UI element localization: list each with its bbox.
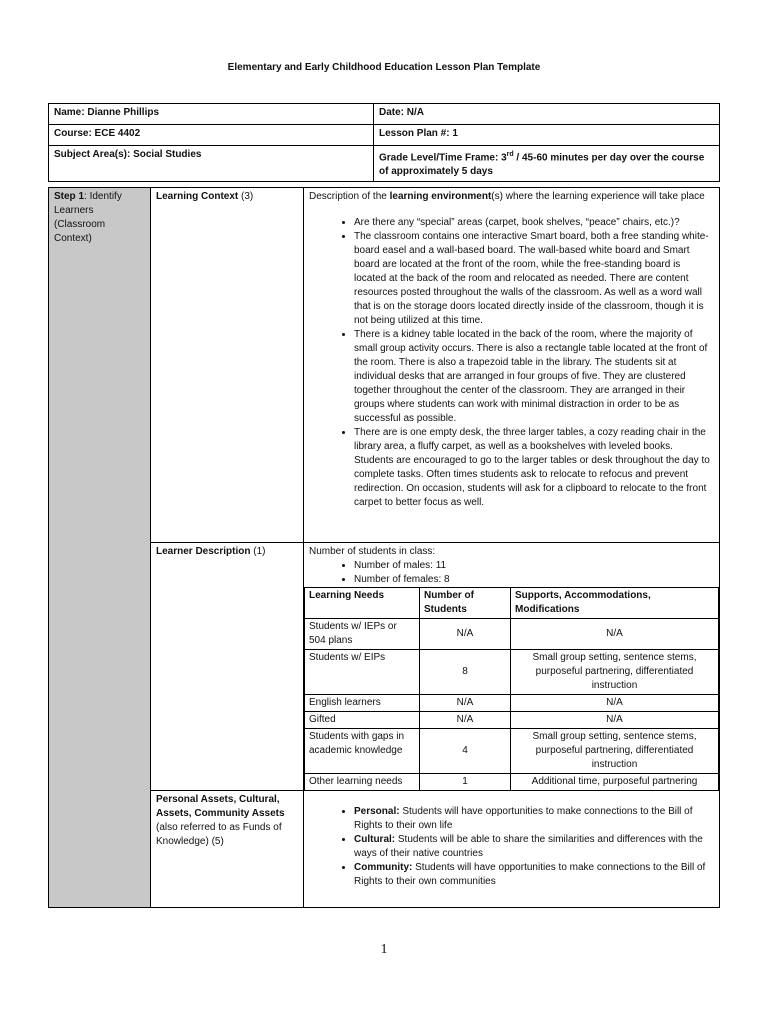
number-cell: 1	[420, 774, 511, 791]
asset-type-label: Community:	[354, 862, 413, 873]
lesson-info-table	[48, 103, 720, 182]
table-row	[305, 619, 719, 650]
support-cell: N/A	[511, 619, 719, 650]
step-one-table	[48, 187, 720, 908]
need-cell: Students w/ IEPs or 504 plans	[305, 619, 420, 650]
assets-content	[304, 791, 720, 908]
number-cell: 8	[420, 650, 511, 695]
learning-context-list	[309, 216, 714, 510]
assets-label-rest: (also referred to as Funds of Knowledge) (5)	[156, 822, 282, 847]
need-cell: Other learning needs	[305, 774, 420, 791]
table-row	[305, 729, 719, 774]
subject-cell: Subject Area(s): Social Studies	[49, 146, 374, 182]
list-item: • Are there any “special” areas (carpet, book shelves, “peace” chairs, etc.)?	[354, 216, 714, 230]
grade-suffix: / 45-60 minutes per day over the course of approximately 5 days	[379, 152, 705, 178]
number-cell: 4	[420, 729, 511, 774]
number-cell: N/A	[420, 695, 511, 712]
need-cell: English learners	[305, 695, 420, 712]
learning-context-content	[304, 188, 720, 543]
desc-pre: Description of the	[309, 191, 390, 202]
list-item: • There is a kidney table located in the back of the room, where the majority of small group activity occurs. There is also a rectangle table located at the front of the room. There is also a trapezoid table in the library. The students sit at individual desks that are arranged in four groups of five. They are clustered together throughout the center of the classroom. They are arranged in their groups where students can work with minimal distraction in order to be as successful as possible.	[354, 328, 714, 426]
support-cell: Additional time, purposeful partnering	[511, 774, 719, 791]
desc-bold: learning environment	[389, 191, 492, 202]
learner-description-label-bold: Learner Description	[156, 546, 251, 557]
assets-label-bold: Personal Assets, Cultural, Assets, Community Assets	[156, 794, 285, 819]
number-cell: N/A	[420, 712, 511, 729]
table-row	[305, 650, 719, 695]
lesson-plan-cell: Lesson Plan #: 1	[374, 125, 720, 146]
assets-label	[151, 791, 304, 908]
learning-context-label	[151, 188, 304, 543]
support-cell: Small group setting, sentence stems, purposeful partnering, differentiated instruction	[511, 650, 719, 695]
asset-type-label: Cultural:	[354, 834, 396, 845]
course-cell: Course: ECE 4402	[49, 125, 374, 146]
asset-text: Students will have opportunities to make connections to the Bill of Rights to their own life	[354, 806, 693, 831]
date-cell: Date: N/A	[374, 104, 720, 125]
page-number: 1	[380, 942, 388, 957]
step-label-rest: : Identify Learners (Classroom Context)	[54, 191, 122, 244]
grade-level-cell	[374, 146, 720, 182]
assets-list	[309, 805, 714, 889]
gender-count-list	[309, 559, 714, 587]
desc-post: (s) where the learning experience will take place	[491, 191, 705, 202]
learning-environment-description	[309, 190, 714, 204]
learner-description-label-rest: (1)	[250, 546, 266, 557]
asset-text: Students will have opportunities to make connections to the Bill of Rights to their own communities	[354, 862, 706, 887]
table-row	[305, 695, 719, 712]
learner-description-content	[304, 543, 720, 791]
support-cell: N/A	[511, 712, 719, 729]
number-cell: N/A	[420, 619, 511, 650]
table-row	[305, 774, 719, 791]
header-supports: Supports, Accommodations, Modifications	[511, 588, 719, 619]
learner-description-label	[151, 543, 304, 791]
header-learning-needs: Learning Needs	[305, 588, 420, 619]
document-title: Elementary and Early Childhood Education Lesson Plan Template	[227, 62, 541, 73]
learning-needs-table	[304, 587, 719, 790]
learning-context-label-rest: (3)	[238, 191, 254, 202]
list-item: • The classroom contains one interactive Smart board, both a free standing white-board easel and a wall-based board. The wall-based white board and Smart board are located at the front of the room, while the free-standing board is located at the back of the room and relocated as needed. There are content resources posted throughout the walls of the classroom. As well as a word wall that is on the storage doors located directly inside of the classroom, though it is not being utilized at this time.	[354, 230, 714, 328]
need-cell: Students with gaps in academic knowledge	[305, 729, 420, 774]
step-label-cell	[49, 188, 151, 908]
asset-type-label: Personal:	[354, 806, 400, 817]
support-cell: N/A	[511, 695, 719, 712]
list-item	[354, 805, 714, 833]
list-item: • Number of females: 8	[354, 573, 714, 587]
asset-text: Students will be able to share the similarities and differences with the ways of their native countries	[354, 834, 703, 859]
grade-prefix: Grade Level/Time Frame: 3	[379, 152, 507, 164]
list-item: • There are is one empty desk, the three larger tables, a cozy reading chair in the library area, a fluffy carpet, as well as a bookshelves with leveled books. Students are encouraged to go to the larger tables or desk throughout the day to complete tasks. Often times students ask to relocate to refocus and prevent redirection. On occasion, students will ask for a clipboard to relocate to the front carpet to better focus as well.	[354, 426, 714, 510]
step-label-bold: Step 1	[54, 191, 85, 202]
name-cell: Name: Dianne Phillips	[49, 104, 374, 125]
list-item: • Number of males: 11	[354, 559, 714, 573]
header-number-of-students: Number of Students	[420, 588, 511, 619]
students-in-class: Number of students in class:	[309, 546, 436, 557]
need-cell: Students w/ EIPs	[305, 650, 420, 695]
support-cell: Small group setting, sentence stems, purposeful partnering, differentiated instruction	[511, 729, 719, 774]
list-item	[354, 833, 714, 861]
table-row	[305, 712, 719, 729]
learning-context-label-bold: Learning Context	[156, 191, 239, 202]
list-item	[354, 861, 714, 889]
grade-sup: rd	[506, 151, 514, 158]
need-cell: Gifted	[305, 712, 420, 729]
